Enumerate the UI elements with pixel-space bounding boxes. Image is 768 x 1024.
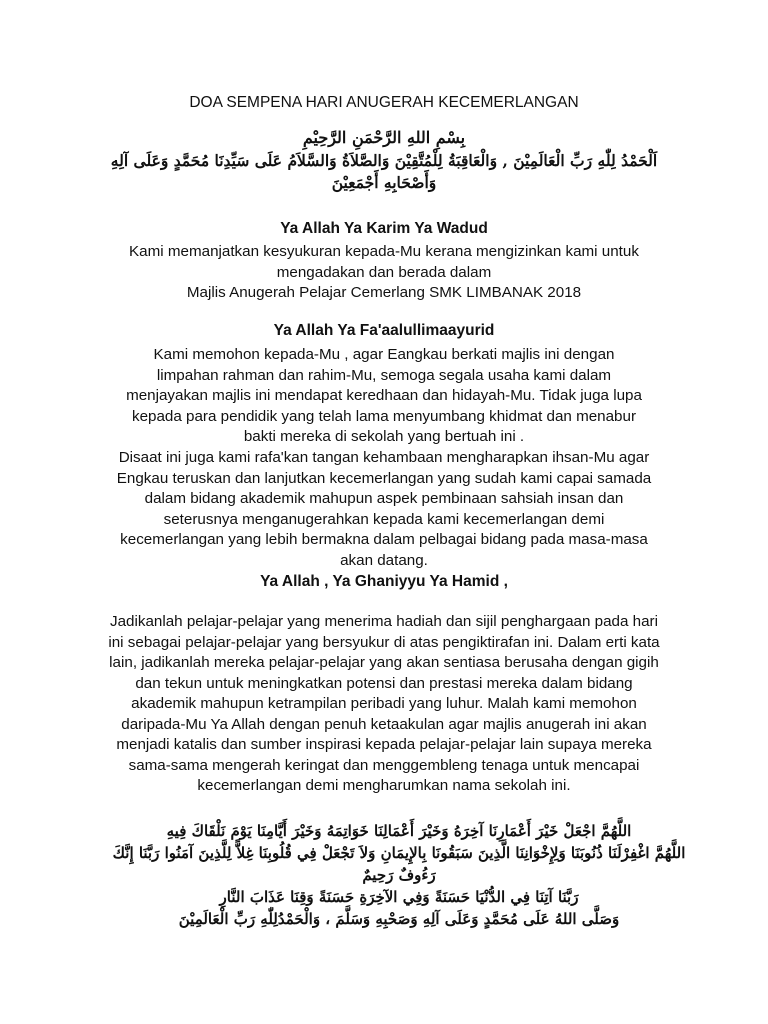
section2-paragraph-2: Disaat ini juga kami rafa'kan tangan kehambaan mengharapkan ihsan-Mu agar Engkau teruskan dan lanjutkan kecemerlangan yang sudah kami capai samada dalam bidang akademik mahupun aspek pembinaan sahsiah insan dan seterusnya menganugerahkan kepada kami kecemerlangan demi kecemerlangan yang lebih bermakna dalam pelbagai bidang pada masa-masa akan datang. xyxy=(116,449,652,569)
closing-arabic-prayer xyxy=(100,820,698,930)
closing-arabic-line-3: رَبَّنَا آتِنَا فِي الدُّنْيَا حَسَنَةً وَفِي الآخِرَةِ حَسَنَةً وَقِنَا عَذَابَ النَّارِ xyxy=(219,888,579,906)
section2-heading: Ya Allah Ya Fa'aalullimaayurid xyxy=(273,322,495,339)
closing-arabic-line-4: وَصَلَّى اللهُ عَلَى مُحَمَّدٍ وَعَلَى آلِهِ وَصَحْبِهِ وَسَلَّمَ ، وَالْحَمْدُلِلّٰهِ رَبِّ الْعَالَمِيْنَ xyxy=(178,910,620,928)
basmalah: بِسْمِ اللهِ الرَّحْمَنِ الرَّحِيْمِ xyxy=(302,128,466,147)
section1-heading: Ya Allah Ya Karim Ya Wadud xyxy=(280,220,488,237)
document-title: DOA SEMPENA HARI ANUGERAH KECEMERLANGAN xyxy=(189,94,579,111)
closing-arabic-line-2: اللَّهُمَّ اغْفِرْلَنَا ذُنُوبَنَا وَلِإِخْوَانِنَا الَّذِينَ سَبَقُونَا بِالإِيمَانِ وَلاَ تَجْعَلْ فِي قُلُوبِنَا غِلاًّ لِلَّذِينَ آمَنُوا رَبَّنَا إِنَّكَ رَءُوفٌ رَحِيمٌ xyxy=(112,844,686,884)
section3-text: Jadikanlah pelajar-pelajar yang menerima hadiah dan sijil penghargaan pada hari ini sebagai pelajar-pelajar yang bersyukur di atas pengiktirafan ini. Dalam erti kata lain, jadikanlah mereka pelajar-pelajar yang akan sentiasa berusaha dengan gigih dan tekun untuk meningkatkan potensi dan prestasi mereka dalam bidang akademik mahupun ketrampilan peribadi yang luhur. Malah kami memohon daripada-Mu Ya Allah dengan penuh ketaakulan agar majlis anugerah ini akan menjadi katalis dan sumber inspirasi kepada pelajar-pelajar lain supaya mereka sama-sama mengerah keringat dan menggembleng tenaga untuk mencapai kecemerlangan demi mengharumkan nama sekolah ini. xyxy=(108,613,660,794)
section2-paragraph-1: Kami memohon kepada-Mu , agar Eangkau berkati majlis ini dengan limpahan rahman dan rahim-Mu, semoga segala usaha kami dalam menjayakan majlis ini mendapat keredhaan dan hidayah-Mu. Tidak juga lupa kepada para pendidik yang telah lama menyumbang khidmat dan menabur bakti mereka di sekolah yang bertuah ini . xyxy=(126,346,642,445)
closing-arabic-line-1: اللَّهُمَّ اجْعَلْ خَيْرَ أَعْمَارِنَا آخِرَهُ وَخَيْرَ أَعْمَالِنَا خَوَاتِمَهُ وَخَيْرَ أَيَّامِنَا يَوْمَ نَلْقَاكَ فِيهِ xyxy=(166,822,632,840)
section3-heading: Ya Allah , Ya Ghaniyyu Ya Hamid , xyxy=(260,573,508,590)
opening-arabic-prayer: اَلْحَمْدُ لِلّٰهِ رَبِّ الْعَالَمِيْنَ , وَالْعَاقِبَةُ لِلْمُتَّقِيْنَ وَالصَّلاَةُ وَالسَّلاَمُ عَلَى سَيِّدِنَا مُحَمَّدٍ وَعَلَى آلِهِ وَأَصْحَابِهِ أَجْمَعِيْنَ xyxy=(110,151,658,192)
section1-text: Kami memanjatkan kesyukuran kepada-Mu kerana mengizinkan kami untuk mengadakan dan berada dalam Majlis Anugerah Pelajar Cemerlang SMK LIMBANAK 2018 xyxy=(129,243,639,301)
